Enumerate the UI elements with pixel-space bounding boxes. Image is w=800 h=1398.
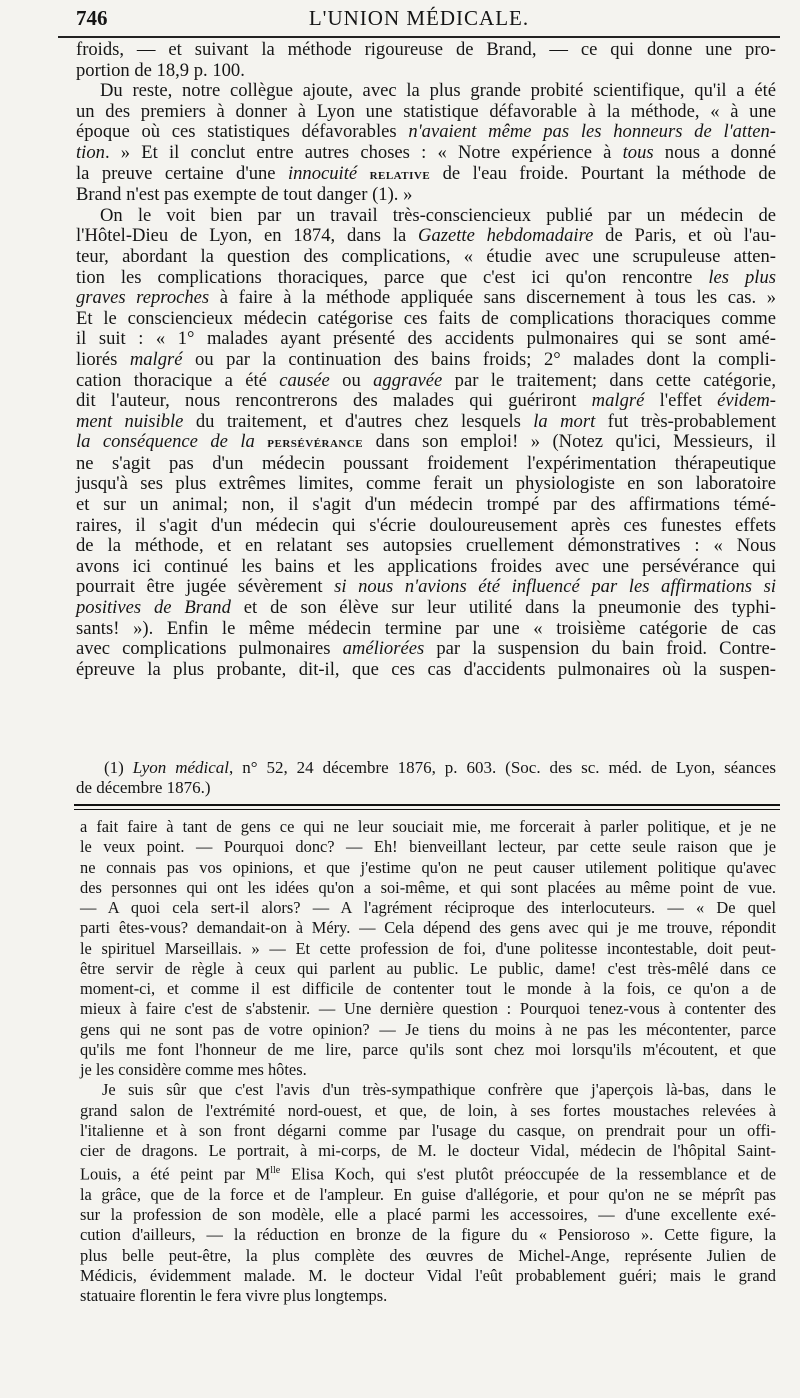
feuilleton-text-line: mieux à faire c'est de s'abstenir. — Une dernière question : Pourquoi tenez-vous à contenter des <box>80 999 776 1019</box>
footnote-text-line: de décembre 1876.) <box>76 778 211 797</box>
article-text-line: Brand n'est pas exempte de tout danger (1). » <box>76 184 413 206</box>
running-title: L'UNION MÉDICALE. <box>308 6 530 30</box>
feuilleton-body <box>80 817 776 1306</box>
page-header <box>58 6 780 38</box>
feuilleton-text-line: gens qui ne sont pas de votre opinion? — Je tiens du moins à ne pas les mécontenter, parce <box>80 1019 776 1039</box>
feuilleton-text-line: cier de dragons. Le portrait, à mi-corps, de M. le docteur Vidal, médecin de l'hôpital Saint- <box>80 1141 776 1160</box>
feuilleton-text-line: ne connais pas vos opinions, et que j'estime qu'on ne peut causer utilement politique qu'avec <box>80 857 776 877</box>
feuilleton-text-line: l'italienne et à son front dégarni comme par l'usage du casque, on prendrait pour un offi- <box>80 1120 776 1140</box>
article-text-line: ment nuisible du traitement, et d'autres chez lesquels la mort fut très-probablement <box>76 410 776 432</box>
article-text-line: tion les complications thoraciques, parce que c'est ici qu'on rencontre les plus <box>76 266 776 288</box>
article-text-line: un des premiers à donner à Lyon une statistique défavorable à la méthode, « à une <box>76 100 776 122</box>
article-text-line: On le voit bien par un travail très-consciencieux publié par un médecin de <box>100 204 776 226</box>
article-body <box>76 40 776 680</box>
feuilleton-text-line: a fait faire à tant de gens ce qui ne leur souciait mie, me forcerait à parler politique, et je ne <box>80 817 776 836</box>
article-text-line: époque où ces statistiques défavorables n'avaient même pas les honneurs de l'atten- <box>76 121 776 143</box>
article-text-line: sants! »). Enfin le même médecin termine par une « troisième catégorie de cas <box>76 617 776 639</box>
feuilleton-text-line: le veux point. — Pourquoi donc? — Eh! bienveillant lecteur, par cette seule raison que je <box>80 837 776 857</box>
article-text-line: épreuve la plus probante, dit-il, que ces cas d'accidents pulmonaires où la suspen- <box>76 658 776 680</box>
article-text-line: graves reproches à faire à la méthode appliquée sans discernement à tous les cas. » <box>76 287 776 309</box>
article-text-line: l'Hôtel-Dieu de Lyon, en 1874, dans la Gazette hebdomadaire de Paris, et où l'au- <box>76 225 777 247</box>
feuilleton-text-line: parti êtes-vous? demandait-on à Méry. — Cela dépend des gens avec qui je me trouve, répondit <box>80 918 776 938</box>
article-text-line: ne s'agit pas d'un médecin poussant froidement l'expérimentation thérapeutique <box>76 452 776 474</box>
page-number: 746 <box>76 6 108 30</box>
article-text-line: positives de Brand et de son élève sur leur utilité dans la pneumonie des typhi- <box>76 597 776 619</box>
feuilleton-text-line: moment-ci, et comme il est difficile de contenter tout le monde à la fois, ce qu'on a de <box>80 979 776 998</box>
article-text-line: avons ici continué les bains et les applications froides avec une persévérance qui <box>76 555 776 577</box>
feuilleton-text-line: je les considère comme mes hôtes. <box>80 1060 307 1079</box>
feuilleton-text-line: la grâce, que de la force et de l'ampleur. En guise d'allégorie, et pour qu'on ne se méprît pas <box>80 1184 776 1204</box>
article-text-line: raires, il s'agit d'un médecin qui s'écrie douloureusement après ces funestes effets <box>76 514 776 536</box>
article-text-line: dit l'auteur, nous rencontrerons des malades qui guériront malgré l'effet évidem- <box>76 390 776 412</box>
feuilleton-text-line: Je suis sûr que c'est l'avis d'un très-sympathique confrère que j'aperçois là-bas, dans le <box>102 1080 776 1100</box>
article-text-line: jusqu'à ses plus extrêmes limites, comme ferait un physiologiste en son laboratoire <box>76 473 776 495</box>
feuilleton-text-line: statuaire florentin le fera vivre plus longtemps. <box>80 1286 388 1306</box>
article-text-line: la conséquence de la persévérance dans son emploi! » (Notez qu'ici, Messieurs, il <box>76 431 776 453</box>
feuilleton-text-line: cution d'ailleurs, — la réduction en bronze de la figure du « Pensioroso ». Cette figure, la <box>80 1225 776 1245</box>
article-text-line: avec complications pulmonaires améliorées par la suspension du bain froid. Contre- <box>76 638 776 660</box>
feuilleton-text-line: Louis, a été peint par $M^{lle}$ Elisa Koch, qui s'est plutôt préoccupée de la ressemblance et de <box>80 1164 776 1184</box>
article-text-line: teur, abordant la question des complications, « étudie avec une scrupuleuse atten- <box>76 245 776 267</box>
article-text-line: froids, — et suivant la méthode rigoureuse de Brand, — ce qui donne une pro- <box>76 39 776 60</box>
article-text-line: il suit : « 1° malades ayant présenté des accidents pulmonaires qui se sont amé- <box>76 328 776 350</box>
article-text-line: liorés malgré ou par la continuation des bains froids; 2° malades dont la compli- <box>76 348 776 370</box>
feuilleton-divider-thin <box>74 809 780 810</box>
article-text-line: Du reste, notre collègue ajoute, avec la plus grande probité scientifique, qu'il a été <box>100 80 776 102</box>
article-text-line: la preuve certaine d'une innocuité relative de l'eau froide. Pourtant la méthode de <box>76 162 776 184</box>
feuilleton-text-line: des personnes qui ont les idées qu'on a soi-même, et qui sont placées au même point de vue. <box>80 877 776 897</box>
feuilleton-text-line: — A quoi cela sert-il alors? — A l'agrément réciproque des interlocuteurs. — « De quel <box>80 898 776 917</box>
feuilleton-text-line: Médicis, évidemment malade. M. le docteur Vidal l'eût probablement guéri; mais le grand <box>80 1265 776 1285</box>
feuilleton-divider-thick <box>74 804 780 806</box>
footnote-text-line: (1) Lyon médical, n° 52, 24 décembre 1876, p. 603. (Soc. des sc. méd. de Lyon, séances <box>104 758 776 777</box>
feuilleton-text-line: grand salon de l'extrémité nord-ouest, et que, de loin, à ses fortes moustaches relevées à <box>80 1100 776 1120</box>
article-text-line: cation thoracique a été causée ou aggravée par le traitement; dans cette catégorie, <box>76 369 777 391</box>
article-text-line: et sur un animal; non, il s'agit d'un médecin trompé par des affirmations témé- <box>76 494 776 516</box>
article-text-line: Et le consciencieux médecin catégorise ces faits de complications thoraciques comme <box>76 307 776 329</box>
article-text-line: tion. » Et il conclut entre autres choses : « Notre expérience à tous nous a donné <box>76 141 776 163</box>
footnote <box>76 758 776 798</box>
feuilleton-text-line: plus belle peut-être, la plus complète des œuvres de Michel-Ange, représente Julien de <box>80 1245 776 1265</box>
article-text-line: pourrait être jugée sévèrement si nous n'avions été influencé par les affirmations si <box>76 576 776 598</box>
feuilleton-text-line: le spirituel Marseillais. » — Et cette profession de foi, d'une politesse incontestable, doit peut- <box>80 938 776 958</box>
feuilleton-text-line: sur la profession de son modèle, elle a placé parmi les accessoires, — d'une excellente exé- <box>80 1205 776 1225</box>
feuilleton-text-line: qu'ils me font l'honneur de me lire, parce qu'ils sont chez moi lorsqu'ils m'écoutent, et que <box>80 1039 776 1059</box>
article-text-line: de la méthode, et en relatant ses autopsies cruellement démonstratives : « Nous <box>76 535 776 557</box>
article-text-line: portion de 18,9 p. 100. <box>76 59 245 81</box>
feuilleton-text-line: être servir de règle à ceux qui parlent au public. Le public, dame! c'est très-mêlé dans ce <box>80 958 776 978</box>
